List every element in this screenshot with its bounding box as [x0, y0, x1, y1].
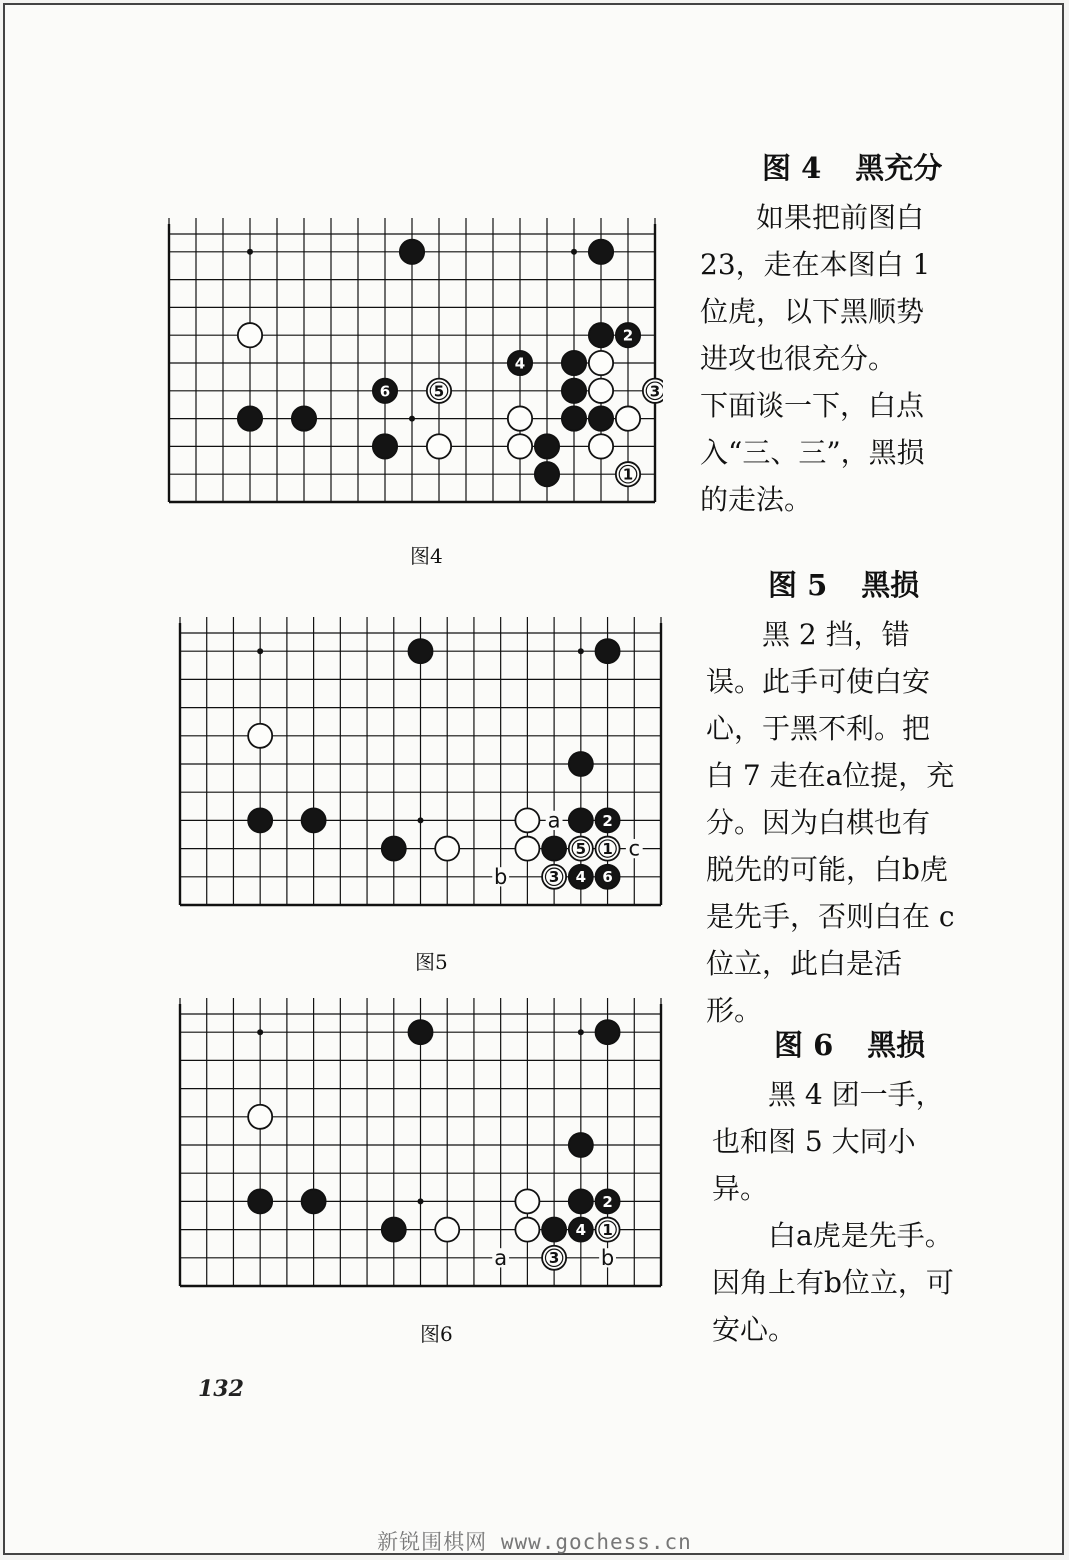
watermark-footer: 新锐围棋网 www.gochess.cn — [377, 1530, 692, 1554]
stone-disc — [589, 406, 613, 430]
stone-disc — [238, 406, 262, 430]
white-stone — [542, 865, 566, 889]
black-stone — [508, 351, 532, 375]
stone-disc — [562, 406, 586, 430]
go-board-fig5 — [174, 615, 669, 911]
stone-disc — [302, 1189, 326, 1213]
white-stone — [515, 808, 539, 832]
stone-disc — [562, 351, 586, 375]
board-letter-a: a — [547, 808, 561, 833]
black-stone — [596, 1020, 620, 1044]
stone-move-number: 6 — [379, 382, 391, 401]
white-stone — [542, 1246, 566, 1270]
stone-disc — [589, 379, 613, 403]
black-stone — [302, 1189, 326, 1213]
stone-move-number: 6 — [602, 868, 613, 887]
white-stone — [589, 434, 613, 458]
stone-move-number: 2 — [602, 811, 613, 830]
stone-disc — [535, 462, 559, 486]
black-stone — [562, 379, 586, 403]
stone-disc — [596, 1020, 620, 1044]
black-stone — [382, 1218, 406, 1242]
white-stone — [616, 462, 640, 486]
stone-disc — [542, 837, 566, 861]
board-letter-b: b — [600, 1245, 615, 1270]
stone-move-number: 4 — [514, 354, 526, 373]
stone-move-number: 1 — [622, 465, 634, 484]
black-stone — [542, 837, 566, 861]
black-stone — [596, 639, 620, 663]
black-stone — [569, 1189, 593, 1213]
white-stone — [515, 1189, 539, 1213]
black-stone — [596, 1189, 620, 1213]
stone-disc — [373, 434, 397, 458]
heading-title: 黑损 — [867, 1028, 926, 1062]
stone-disc — [435, 1218, 459, 1242]
stone-disc — [569, 752, 593, 776]
white-stone — [589, 379, 613, 403]
board-letter-a: a — [494, 1245, 508, 1270]
paragraph: 黑 4 团一手，也和图 5 大同小异。 — [712, 1078, 944, 1205]
stone-disc — [569, 808, 593, 832]
star-point — [257, 1029, 263, 1035]
black-stone — [562, 406, 586, 430]
figure-caption-fig5: 图5 — [415, 950, 448, 974]
stone-disc — [589, 323, 613, 347]
stone-disc — [427, 434, 451, 458]
commentary-fig5 — [706, 562, 956, 1034]
stone-disc — [515, 837, 539, 861]
stone-disc — [302, 808, 326, 832]
stone-disc — [508, 406, 532, 430]
white-stone — [515, 837, 539, 861]
stone-disc — [589, 240, 613, 264]
white-stone — [248, 1105, 272, 1129]
heading-label: 图 6 — [774, 1028, 834, 1062]
white-stone — [435, 837, 459, 861]
white-stone — [569, 837, 593, 861]
stone-disc — [435, 837, 459, 861]
black-stone — [596, 865, 620, 889]
figure-caption-fig6: 图6 — [420, 1322, 453, 1346]
stone-disc — [238, 323, 262, 347]
white-stone — [515, 1218, 539, 1242]
stone-disc — [400, 240, 424, 264]
black-stone — [373, 434, 397, 458]
white-stone — [596, 1218, 620, 1242]
black-stone — [408, 639, 432, 663]
white-stone — [508, 406, 532, 430]
page-number: 132 — [198, 1376, 244, 1402]
star-point — [571, 249, 577, 255]
white-stone — [508, 434, 532, 458]
white-stone — [248, 724, 272, 748]
stone-disc — [569, 1189, 593, 1213]
stone-disc — [248, 1189, 272, 1213]
white-stone — [596, 837, 620, 861]
paragraph: 黑 2 挡，错误。此手可使白安心，于黑不利。把白 7 走在a位提，充分。因为白棋也有脱先的可能，白b虎是先手，否则白在 c 位立，此白是活形。 — [706, 618, 955, 1027]
black-stone — [542, 1218, 566, 1242]
stone-disc — [248, 724, 272, 748]
black-stone — [302, 808, 326, 832]
stone-move-number: 3 — [548, 868, 560, 887]
black-stone — [382, 837, 406, 861]
black-stone — [248, 1189, 272, 1213]
stone-move-number: 4 — [575, 868, 587, 887]
black-stone — [535, 434, 559, 458]
stone-move-number: 2 — [622, 326, 634, 345]
black-stone — [373, 379, 397, 403]
heading-label: 图 4 — [762, 151, 822, 185]
stone-move-number: 2 — [602, 1192, 613, 1211]
figure-caption-fig4: 图4 — [410, 544, 443, 568]
stone-disc — [508, 434, 532, 458]
stone-disc — [535, 434, 559, 458]
heading-fig4 — [762, 145, 950, 192]
black-stone — [569, 1218, 593, 1242]
black-stone — [569, 865, 593, 889]
white-stone — [589, 351, 613, 375]
black-stone — [589, 240, 613, 264]
heading-fig5 — [768, 562, 956, 609]
stone-disc — [292, 406, 316, 430]
black-stone — [596, 808, 620, 832]
star-point — [578, 648, 584, 654]
heading-title: 黑损 — [861, 568, 920, 602]
board-letter-c: c — [628, 836, 641, 861]
stone-disc — [382, 1218, 406, 1242]
stone-disc — [248, 1105, 272, 1129]
white-stone — [238, 323, 262, 347]
stone-move-number: 3 — [548, 1249, 560, 1268]
stone-disc — [515, 1218, 539, 1242]
stone-disc — [562, 379, 586, 403]
star-point — [257, 648, 263, 654]
stone-disc — [515, 808, 539, 832]
stone-move-number: 4 — [575, 1221, 587, 1240]
black-stone — [292, 406, 316, 430]
go-board-fig6 — [174, 996, 669, 1292]
black-stone — [400, 240, 424, 264]
stone-disc — [569, 1133, 593, 1157]
heading-title: 黑充分 — [855, 151, 943, 185]
stone-disc — [589, 351, 613, 375]
black-stone — [589, 406, 613, 430]
stone-move-number: 1 — [602, 840, 613, 859]
black-stone — [238, 406, 262, 430]
black-stone — [562, 351, 586, 375]
board-letter-b: b — [493, 864, 508, 889]
paragraph: 白a虎是先手。因角上有b位立，可安心。 — [712, 1219, 954, 1346]
stone-disc — [248, 808, 272, 832]
stone-disc — [616, 406, 640, 430]
stone-move-number: 1 — [602, 1221, 613, 1240]
black-stone — [248, 808, 272, 832]
black-stone — [569, 808, 593, 832]
stone-disc — [382, 837, 406, 861]
stone-disc — [596, 639, 620, 663]
stone-disc — [408, 1020, 432, 1044]
black-stone — [569, 752, 593, 776]
heading-fig6 — [774, 1022, 962, 1069]
paragraph: 下面谈一下，白点入“三、三”，黑损的走法。 — [700, 389, 925, 516]
stone-disc — [542, 1218, 566, 1242]
white-stone — [435, 1218, 459, 1242]
black-stone — [535, 462, 559, 486]
star-point — [247, 249, 253, 255]
go-board-fig4 — [163, 216, 663, 508]
black-stone — [569, 1133, 593, 1157]
star-point — [578, 1029, 584, 1035]
commentary-fig4 — [700, 145, 950, 523]
stone-move-number: 5 — [575, 840, 587, 859]
black-stone — [589, 323, 613, 347]
black-stone — [408, 1020, 432, 1044]
stone-disc — [589, 434, 613, 458]
stone-disc — [515, 1189, 539, 1213]
star-point — [418, 817, 424, 823]
white-stone — [427, 379, 451, 403]
white-stone — [427, 434, 451, 458]
star-point — [409, 416, 415, 422]
star-point — [418, 1198, 424, 1204]
stone-move-number: 5 — [433, 382, 445, 401]
white-stone — [616, 406, 640, 430]
commentary-fig6 — [712, 1022, 962, 1353]
white-stone — [643, 379, 663, 403]
stone-disc — [408, 639, 432, 663]
heading-label: 图 5 — [768, 568, 828, 602]
paragraph: 如果把前图白23，走在本图白 1 位虎，以下黑顺势进攻也很充分。 — [700, 201, 931, 375]
black-stone — [616, 323, 640, 347]
stone-move-number: 3 — [649, 382, 661, 401]
